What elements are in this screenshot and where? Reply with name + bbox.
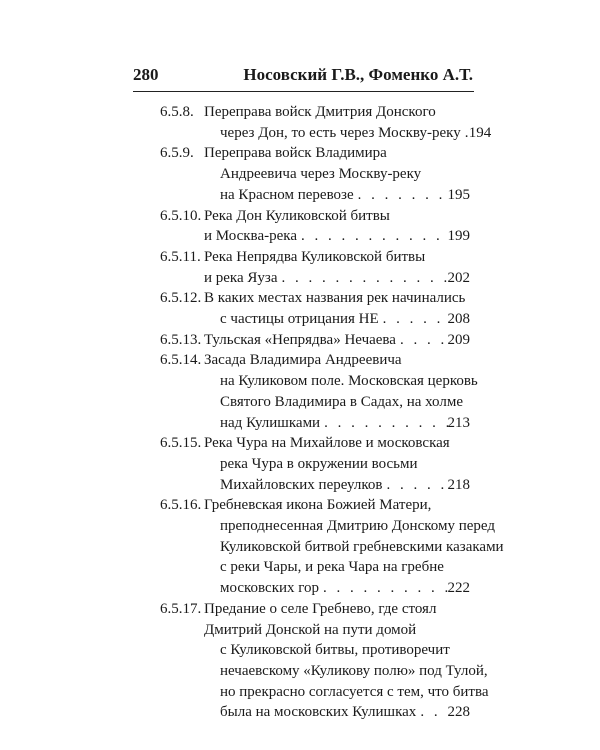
entry-page-number: 202 (447, 269, 470, 286)
entry-number: 6.5.8. (160, 104, 194, 120)
toc-entry-6-5-8[interactable] (160, 102, 492, 143)
running-title: Носовский Г.В., Фоменко А.Т. (243, 65, 473, 84)
toc-entry-6-5-14[interactable] (160, 350, 478, 433)
entry-title-line: и река Яуза (204, 269, 278, 286)
entry-title-line: с Куликовской битвы, противоречит (220, 642, 450, 659)
dot-leader (297, 226, 448, 247)
entry-title-line: Святого Владимира в Садах, на холме (220, 393, 463, 410)
entry-page-number: 228 (447, 704, 470, 721)
entry-page-number: 208 (447, 311, 470, 328)
entry-title-line: на Красном перевозе (220, 186, 354, 203)
dot-leader (319, 578, 447, 599)
entry-number: 6.5.9. (160, 145, 194, 162)
entry-title-line: Гребневская икона Божией Матери, (204, 497, 432, 514)
entry-page-number: 195 (447, 186, 470, 203)
entry-title-line: через Дон, то есть через Москву-реку (220, 124, 461, 141)
dot-leader (278, 268, 448, 289)
page-number: 280 (133, 65, 159, 84)
toc-entry-6-5-16[interactable] (160, 495, 504, 599)
entry-page-number: 222 (447, 580, 470, 597)
entry-title-line: Засада Владимира Андреевича (204, 352, 402, 369)
entry-title-line: Река Непрядва Куликовской битвы (204, 248, 426, 265)
entry-title-line: с частицы отрицания НЕ (220, 311, 379, 328)
entry-title-line: и Москва-река (204, 228, 297, 245)
dot-leader (396, 330, 448, 351)
entry-title-line: Предание о селе Гребнево, где стоял (204, 600, 437, 617)
entry-title-line: Река Чура на Михайлове и московская (204, 435, 450, 452)
entry-number: 6.5.12. (160, 290, 202, 307)
entry-page-number: 209 (447, 331, 470, 348)
entry-title-line: Переправа войск Дмитрия Донского (204, 104, 436, 120)
toc-entry-6-5-11[interactable] (160, 247, 470, 288)
toc-entry-6-5-10[interactable] (160, 206, 470, 247)
entry-title-line: Река Дон Куликовской битвы (204, 207, 390, 224)
entry-page-number: 194 (468, 124, 492, 141)
toc-entry-6-5-13[interactable] (160, 330, 470, 351)
entry-number: 6.5.17. (160, 600, 202, 617)
entry-title-line: Куликовской битвой гребневскими казаками (220, 538, 504, 555)
entry-title-line: была на московских Кулишках (220, 704, 417, 721)
entry-title-line: Тульская «Непрядва» Нечаева (204, 331, 396, 348)
dot-leader (382, 475, 447, 496)
entry-number: 6.5.10. (160, 207, 202, 224)
table-of-contents (160, 102, 504, 723)
toc-entry-6-5-9[interactable] (160, 143, 470, 205)
entry-number: 6.5.11. (160, 248, 201, 265)
toc-entry-6-5-17[interactable] (160, 599, 489, 723)
entry-page-number: 218 (447, 476, 470, 493)
entry-number: 6.5.15. (160, 435, 202, 452)
entry-title-line: река Чура в окружении восьми (220, 455, 418, 472)
page-header (133, 65, 473, 89)
toc-entry-6-5-12[interactable] (160, 288, 470, 329)
header-rule (133, 91, 474, 92)
entry-title-line: В каких местах названия рек начинались (204, 290, 466, 307)
dot-leader (354, 185, 448, 206)
entry-title-line: Андреевича через Москву-реку (220, 166, 422, 183)
entry-page-number: 213 (447, 414, 470, 431)
dot-leader (461, 123, 469, 144)
entry-title-line: преподнесенная Дмитрию Донскому перед (220, 518, 495, 535)
entry-number: 6.5.14. (160, 352, 202, 369)
dot-leader (379, 309, 448, 330)
entry-title-line: Дмитрий Донской на пути домой (204, 621, 417, 638)
entry-title-line: но прекрасно согласуется с тем, что битва (220, 683, 489, 700)
dot-leader (416, 702, 447, 723)
entry-title-line: Переправа войск Владимира (204, 145, 387, 162)
entry-title-line: нечаевскому «Куликову полю» под Тулой, (220, 662, 488, 679)
entry-title-line: над Кулишками (220, 414, 321, 431)
entry-title-line: Михайловских переулков (220, 476, 383, 493)
entry-title-line: с реки Чары, и река Чара на гребне (220, 559, 444, 576)
entry-number: 6.5.13. (160, 331, 202, 348)
entry-page-number: 199 (447, 228, 470, 245)
dot-leader (320, 413, 447, 434)
entry-number: 6.5.16. (160, 497, 202, 514)
entry-title-line: московских гор (220, 580, 320, 597)
entry-title-line: на Куликовом поле. Московская церковь (220, 373, 478, 390)
toc-entry-6-5-15[interactable] (160, 433, 470, 495)
